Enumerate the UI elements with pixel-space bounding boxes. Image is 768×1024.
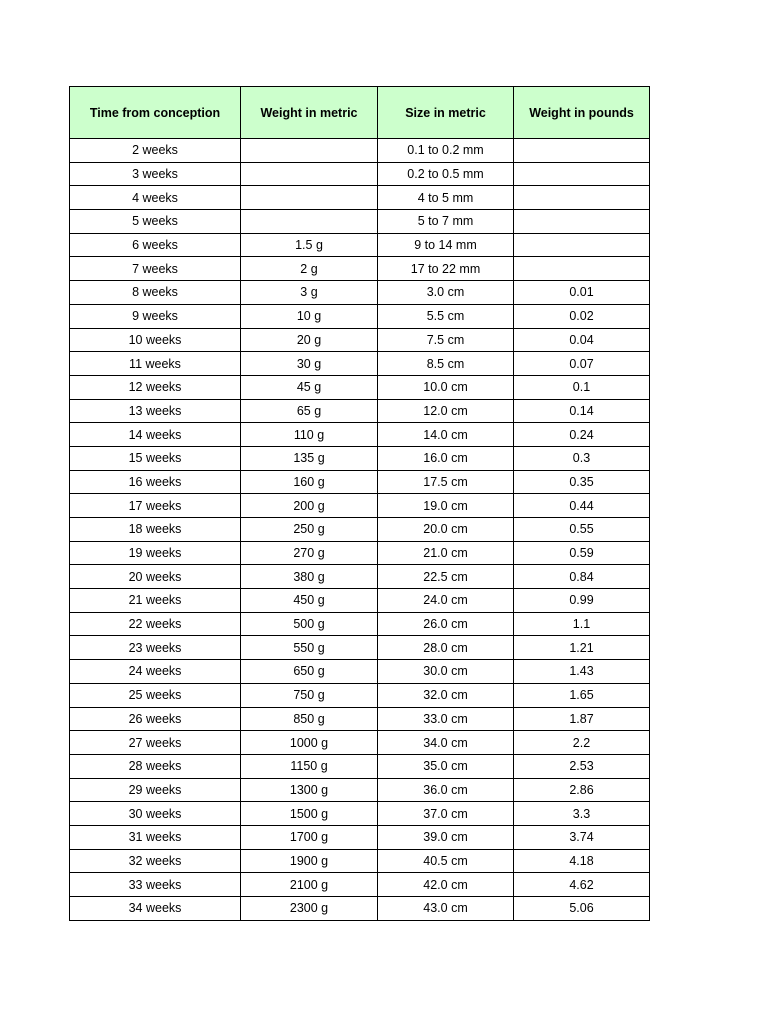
cell-weight-in-pounds: 2.53	[514, 754, 650, 778]
cell-weight-in-metric: 10 g	[241, 304, 378, 328]
cell-weight-in-metric: 1.5 g	[241, 233, 378, 257]
cell-time-from-conception: 25 weeks	[70, 683, 241, 707]
table-row	[70, 683, 650, 707]
cell-size-in-metric: 28.0 cm	[378, 636, 514, 660]
cell-weight-in-metric: 2 g	[241, 257, 378, 281]
cell-weight-in-metric: 135 g	[241, 446, 378, 470]
cell-weight-in-pounds: 1.21	[514, 636, 650, 660]
table-row	[70, 186, 650, 210]
cell-weight-in-pounds	[514, 186, 650, 210]
cell-size-in-metric: 10.0 cm	[378, 375, 514, 399]
cell-weight-in-metric: 65 g	[241, 399, 378, 423]
cell-weight-in-metric: 1300 g	[241, 778, 378, 802]
cell-size-in-metric: 7.5 cm	[378, 328, 514, 352]
fetal-growth-table	[69, 86, 650, 921]
cell-time-from-conception: 16 weeks	[70, 470, 241, 494]
cell-weight-in-metric: 1150 g	[241, 754, 378, 778]
table-row	[70, 328, 650, 352]
cell-size-in-metric: 9 to 14 mm	[378, 233, 514, 257]
cell-weight-in-metric: 380 g	[241, 565, 378, 589]
cell-time-from-conception: 8 weeks	[70, 281, 241, 305]
cell-time-from-conception: 31 weeks	[70, 825, 241, 849]
cell-time-from-conception: 22 weeks	[70, 612, 241, 636]
cell-weight-in-metric: 3 g	[241, 281, 378, 305]
cell-weight-in-metric: 250 g	[241, 518, 378, 542]
table-row	[70, 139, 650, 163]
table-row	[70, 612, 650, 636]
cell-size-in-metric: 17 to 22 mm	[378, 257, 514, 281]
cell-weight-in-metric: 160 g	[241, 470, 378, 494]
cell-size-in-metric: 42.0 cm	[378, 873, 514, 897]
cell-weight-in-metric: 1500 g	[241, 802, 378, 826]
cell-weight-in-pounds: 3.3	[514, 802, 650, 826]
cell-weight-in-metric: 550 g	[241, 636, 378, 660]
table-row	[70, 281, 650, 305]
table-row	[70, 518, 650, 542]
table-row	[70, 707, 650, 731]
cell-time-from-conception: 15 weeks	[70, 446, 241, 470]
cell-time-from-conception: 14 weeks	[70, 423, 241, 447]
header-weight-in-metric: Weight in metric	[241, 87, 378, 139]
cell-time-from-conception: 19 weeks	[70, 541, 241, 565]
table-row	[70, 825, 650, 849]
cell-weight-in-metric: 200 g	[241, 494, 378, 518]
cell-size-in-metric: 22.5 cm	[378, 565, 514, 589]
cell-weight-in-metric	[241, 186, 378, 210]
cell-weight-in-metric: 850 g	[241, 707, 378, 731]
cell-weight-in-pounds: 3.74	[514, 825, 650, 849]
cell-time-from-conception: 26 weeks	[70, 707, 241, 731]
table-row	[70, 470, 650, 494]
cell-time-from-conception: 6 weeks	[70, 233, 241, 257]
table-row	[70, 446, 650, 470]
cell-weight-in-metric: 2300 g	[241, 897, 378, 921]
table-row	[70, 897, 650, 921]
cell-weight-in-metric: 650 g	[241, 660, 378, 684]
table-row	[70, 257, 650, 281]
table-row	[70, 541, 650, 565]
cell-weight-in-pounds: 0.35	[514, 470, 650, 494]
cell-weight-in-metric	[241, 139, 378, 163]
table-row	[70, 873, 650, 897]
cell-size-in-metric: 39.0 cm	[378, 825, 514, 849]
table-row	[70, 210, 650, 234]
cell-weight-in-pounds	[514, 233, 650, 257]
cell-time-from-conception: 20 weeks	[70, 565, 241, 589]
table-row	[70, 494, 650, 518]
cell-size-in-metric: 4 to 5 mm	[378, 186, 514, 210]
cell-size-in-metric: 26.0 cm	[378, 612, 514, 636]
cell-weight-in-metric: 1900 g	[241, 849, 378, 873]
cell-weight-in-pounds: 5.06	[514, 897, 650, 921]
table-row	[70, 731, 650, 755]
cell-weight-in-pounds: 1.1	[514, 612, 650, 636]
cell-weight-in-pounds: 4.62	[514, 873, 650, 897]
cell-time-from-conception: 34 weeks	[70, 897, 241, 921]
cell-time-from-conception: 7 weeks	[70, 257, 241, 281]
cell-size-in-metric: 34.0 cm	[378, 731, 514, 755]
cell-time-from-conception: 29 weeks	[70, 778, 241, 802]
cell-weight-in-pounds: 0.02	[514, 304, 650, 328]
cell-weight-in-pounds	[514, 257, 650, 281]
cell-weight-in-pounds: 0.55	[514, 518, 650, 542]
cell-size-in-metric: 12.0 cm	[378, 399, 514, 423]
cell-weight-in-pounds: 1.87	[514, 707, 650, 731]
cell-weight-in-metric: 110 g	[241, 423, 378, 447]
cell-weight-in-pounds: 2.2	[514, 731, 650, 755]
cell-size-in-metric: 5.5 cm	[378, 304, 514, 328]
cell-size-in-metric: 36.0 cm	[378, 778, 514, 802]
cell-time-from-conception: 9 weeks	[70, 304, 241, 328]
cell-time-from-conception: 24 weeks	[70, 660, 241, 684]
table-row	[70, 162, 650, 186]
cell-size-in-metric: 43.0 cm	[378, 897, 514, 921]
cell-time-from-conception: 3 weeks	[70, 162, 241, 186]
table-row	[70, 636, 650, 660]
table-row	[70, 399, 650, 423]
cell-weight-in-pounds: 0.44	[514, 494, 650, 518]
cell-time-from-conception: 17 weeks	[70, 494, 241, 518]
table-row	[70, 802, 650, 826]
header-weight-in-pounds: Weight in pounds	[514, 87, 650, 139]
table-row	[70, 849, 650, 873]
table-row	[70, 352, 650, 376]
cell-weight-in-metric: 30 g	[241, 352, 378, 376]
cell-size-in-metric: 0.1 to 0.2 mm	[378, 139, 514, 163]
header-time-from-conception: Time from conception	[70, 87, 241, 139]
cell-size-in-metric: 19.0 cm	[378, 494, 514, 518]
header-size-in-metric: Size in metric	[378, 87, 514, 139]
table-row	[70, 304, 650, 328]
cell-size-in-metric: 32.0 cm	[378, 683, 514, 707]
table-header	[70, 87, 650, 139]
cell-size-in-metric: 8.5 cm	[378, 352, 514, 376]
cell-time-from-conception: 32 weeks	[70, 849, 241, 873]
cell-weight-in-pounds: 4.18	[514, 849, 650, 873]
cell-time-from-conception: 33 weeks	[70, 873, 241, 897]
cell-weight-in-pounds: 0.59	[514, 541, 650, 565]
cell-weight-in-pounds	[514, 139, 650, 163]
cell-weight-in-pounds: 0.99	[514, 589, 650, 613]
cell-weight-in-metric: 1000 g	[241, 731, 378, 755]
cell-weight-in-pounds: 0.14	[514, 399, 650, 423]
cell-size-in-metric: 0.2 to 0.5 mm	[378, 162, 514, 186]
cell-weight-in-metric: 750 g	[241, 683, 378, 707]
table-row	[70, 423, 650, 447]
cell-time-from-conception: 10 weeks	[70, 328, 241, 352]
cell-time-from-conception: 23 weeks	[70, 636, 241, 660]
cell-weight-in-pounds: 0.24	[514, 423, 650, 447]
cell-size-in-metric: 40.5 cm	[378, 849, 514, 873]
cell-size-in-metric: 20.0 cm	[378, 518, 514, 542]
cell-weight-in-pounds	[514, 210, 650, 234]
table-row	[70, 754, 650, 778]
table-body	[70, 139, 650, 921]
cell-weight-in-pounds: 0.84	[514, 565, 650, 589]
header-row	[70, 87, 650, 139]
cell-size-in-metric: 3.0 cm	[378, 281, 514, 305]
table-row	[70, 778, 650, 802]
cell-weight-in-metric: 450 g	[241, 589, 378, 613]
cell-time-from-conception: 2 weeks	[70, 139, 241, 163]
cell-weight-in-metric: 1700 g	[241, 825, 378, 849]
cell-weight-in-pounds: 0.3	[514, 446, 650, 470]
cell-size-in-metric: 16.0 cm	[378, 446, 514, 470]
table-row	[70, 565, 650, 589]
cell-time-from-conception: 12 weeks	[70, 375, 241, 399]
cell-weight-in-metric: 270 g	[241, 541, 378, 565]
cell-size-in-metric: 5 to 7 mm	[378, 210, 514, 234]
cell-size-in-metric: 30.0 cm	[378, 660, 514, 684]
cell-time-from-conception: 5 weeks	[70, 210, 241, 234]
cell-weight-in-metric	[241, 210, 378, 234]
cell-size-in-metric: 14.0 cm	[378, 423, 514, 447]
cell-weight-in-pounds: 1.65	[514, 683, 650, 707]
cell-time-from-conception: 11 weeks	[70, 352, 241, 376]
cell-weight-in-metric	[241, 162, 378, 186]
cell-time-from-conception: 30 weeks	[70, 802, 241, 826]
cell-time-from-conception: 13 weeks	[70, 399, 241, 423]
cell-time-from-conception: 28 weeks	[70, 754, 241, 778]
cell-time-from-conception: 27 weeks	[70, 731, 241, 755]
cell-weight-in-pounds: 1.43	[514, 660, 650, 684]
cell-weight-in-metric: 20 g	[241, 328, 378, 352]
cell-weight-in-metric: 2100 g	[241, 873, 378, 897]
cell-size-in-metric: 37.0 cm	[378, 802, 514, 826]
cell-weight-in-pounds: 2.86	[514, 778, 650, 802]
cell-time-from-conception: 4 weeks	[70, 186, 241, 210]
cell-size-in-metric: 21.0 cm	[378, 541, 514, 565]
cell-weight-in-metric: 500 g	[241, 612, 378, 636]
cell-time-from-conception: 21 weeks	[70, 589, 241, 613]
cell-time-from-conception: 18 weeks	[70, 518, 241, 542]
cell-weight-in-pounds: 0.1	[514, 375, 650, 399]
cell-weight-in-pounds: 0.04	[514, 328, 650, 352]
cell-weight-in-metric: 45 g	[241, 375, 378, 399]
table-row	[70, 589, 650, 613]
cell-size-in-metric: 17.5 cm	[378, 470, 514, 494]
table-row	[70, 233, 650, 257]
cell-weight-in-pounds	[514, 162, 650, 186]
cell-size-in-metric: 24.0 cm	[378, 589, 514, 613]
cell-size-in-metric: 33.0 cm	[378, 707, 514, 731]
cell-weight-in-pounds: 0.07	[514, 352, 650, 376]
table-row	[70, 660, 650, 684]
table-row	[70, 375, 650, 399]
cell-weight-in-pounds: 0.01	[514, 281, 650, 305]
cell-size-in-metric: 35.0 cm	[378, 754, 514, 778]
